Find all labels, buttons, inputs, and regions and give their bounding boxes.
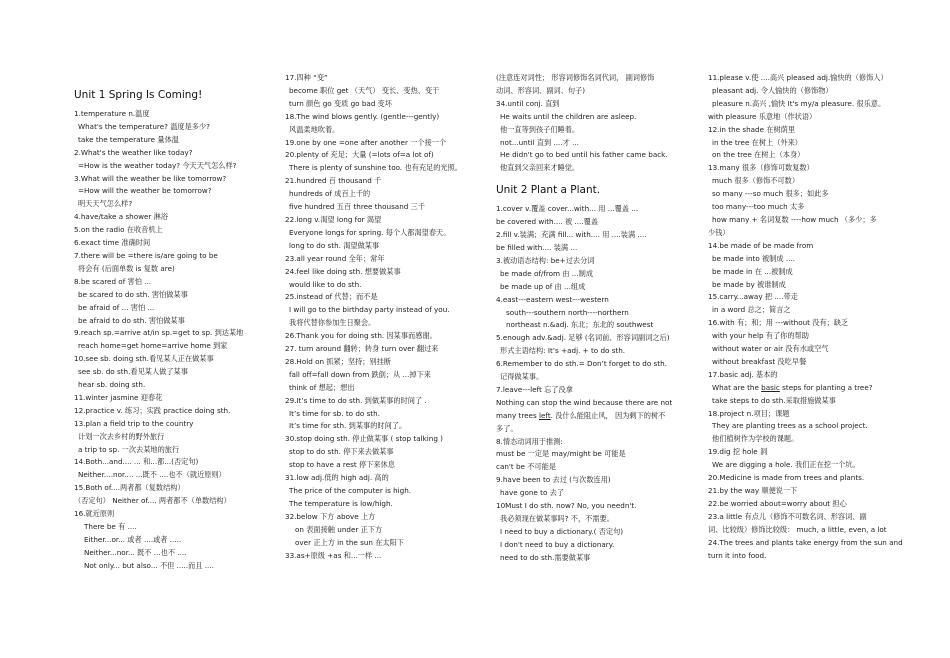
text-line: 11.please v.使 ....高兴 pleased adj.愉快的（修饰人） <box>708 73 888 82</box>
unit-1-title: Unit 1 Spring Is Coming! <box>74 89 203 101</box>
text-line: a trip to sp. 一次去某地的旅行 <box>78 444 180 454</box>
text-line: be made by 被谁制成 <box>712 279 786 289</box>
text-line: What are the basic steps for planting a tree? <box>712 382 873 392</box>
text-line: take the temperature 量体温 <box>78 134 179 144</box>
text-line: be filled with.... 装满 ... <box>496 242 578 252</box>
text-line: 21.hundred 百 thousand 千 <box>285 176 382 186</box>
text-line: 19.dig 挖 hole 洞 <box>708 447 768 457</box>
text-line: five hundred 五百 three thousand 三千 <box>289 202 425 212</box>
text-line: 28.Hold on 抓紧；坚持；别挂断 <box>285 356 392 366</box>
column-1 <box>74 88 279 573</box>
column-1-lines <box>74 108 279 573</box>
text-line: We are digging a hole. 我们正在挖一个坑。 <box>712 460 860 470</box>
text-line: in the tree 在树上（外来） <box>712 137 802 147</box>
text-line: south---southern north----northern <box>506 307 629 317</box>
text-line: be afraid to do sth. 害怕做某事 <box>78 315 185 325</box>
text-line: stop to do sth. 停下来去做某事 <box>289 447 394 457</box>
text-line: 1.cover v.覆盖 cover...with... 用 ...覆盖 ... <box>496 204 639 214</box>
text-line: 23.all year round 全年；常年 <box>285 253 385 263</box>
text-line: 6.Remember to do sth.= Don’t forget to do sth. <box>496 359 667 369</box>
text-line: become 职位 get （天气） 变长、变热、变干 <box>289 85 440 95</box>
text-line: 14.Both...and.... ... 和...都...(否定句) <box>74 457 199 467</box>
text-line: 9.reach sp.=arrive at/in sp.=get to sp. 到达某地 <box>74 328 244 338</box>
text-line: 词、比较级）修饰比较级： much, a little, even, a lot <box>708 524 887 534</box>
column-4-lines <box>708 72 913 562</box>
text-line: It’s time for sth. 到某事的时间了。 <box>289 421 407 431</box>
text-line: 14.be made of be made from <box>708 240 814 250</box>
text-line: 8.情态动词用于推测: <box>496 436 563 446</box>
text-line: turn 颜色 go 变质 go bad 变坏 <box>289 98 393 108</box>
text-line: so many ---so much 很多；如此多 <box>712 189 829 199</box>
text-line: pleasant adj. 令人愉快的（修饰物） <box>712 85 833 95</box>
text-line: be afraid of ... 害怕 ... <box>78 302 155 312</box>
text-line: 15.Both of....两者都（复数结构） <box>74 483 185 493</box>
text-line: 动词、形容词、副词、句子) <box>496 85 586 95</box>
text-line: 11.winter jasmine 迎春花 <box>74 392 163 402</box>
text-line: It’s time for sb. to do sth. <box>289 408 380 418</box>
text-line: 20.plenty of 充足；大量 (=lots of=a lot of) <box>285 150 434 160</box>
text-line: 27. turn around 翻转；转身 turn over 翻过来 <box>285 344 439 354</box>
text-line: too many---too much 太多 <box>712 202 805 212</box>
text-line: need to do sth.需要做某事 <box>500 552 591 562</box>
text-line: over 正上方 in the sun 在太阳下 <box>295 537 404 547</box>
text-line: on 表面接触 under 正下方 <box>295 524 383 534</box>
text-line: 30.stop doing sth. 停止做某事 ( stop talking ) <box>285 434 443 444</box>
text-line: 少钱） <box>708 227 730 237</box>
text-line: 7.there will be =there is/are going to be <box>74 250 218 260</box>
text-line: take steps to do sth.采取措施做某事 <box>712 395 836 405</box>
text-line: much 很多（修饰不可数） <box>712 176 800 186</box>
text-line: 16.with 有；和；用 ---without 没有；缺乏 <box>708 318 849 328</box>
text-line: see sb. do sth.看见某人做了某事 <box>78 367 188 377</box>
text-line: reach home=get home=arrive home 到家 <box>78 341 228 351</box>
text-line: 计划一次去乡村的野外旅行 <box>78 431 165 441</box>
text-line: 我将代替你参加生日聚会。 <box>289 318 376 328</box>
text-line: 8.be scared of 害怕 ... <box>74 276 152 286</box>
text-line: 26.Thank you for doing sth. 因某事而感谢。 <box>285 331 437 341</box>
text-line: 22.be worried about=worry about 担心 <box>708 498 847 508</box>
text-line: 16.就近原则 <box>74 509 115 519</box>
column-4 <box>708 72 913 562</box>
column-2-lines <box>285 72 490 562</box>
text-line: =How is the weather today? 今天天气怎么样? <box>78 160 237 170</box>
text-line: 25.instead of 代替；而不是 <box>285 292 378 302</box>
column-3-lines <box>496 203 701 564</box>
text-line: with your help 有了你的帮助 <box>712 331 809 341</box>
text-line: in a word 总之；简言之 <box>712 305 791 315</box>
text-line: 形式主语结构: It’s +adj. + to do sth. <box>500 346 626 356</box>
text-line: He didn't go to bed until his father came back. <box>500 150 668 160</box>
text-line: would like to do sth. <box>289 279 362 289</box>
text-line: 32.below 下方 above 上方 <box>285 511 376 521</box>
text-line: pleasure n.高兴 ,愉快 It's my/a pleasure. 很乐意。 <box>712 98 886 108</box>
text-line: 他们植树作为学校的课题。 <box>712 434 799 444</box>
text-line: Neither...nor... 既不 ...也不 .... <box>84 547 187 557</box>
text-line: 33.as+原级 +as 和...一样 ... <box>285 550 382 560</box>
column-3 <box>496 72 701 565</box>
text-line: I will go to the birthday party instead of you. <box>289 305 450 315</box>
text-line: (注意连对词性； 形容词修饰名词代词， 副词修饰 <box>496 73 655 82</box>
text-line: 9.have been to 去过 (与次数连用) <box>496 475 611 485</box>
text-line: 5.enough adv.&adj. 足够 (名词前、形容词副词之后) <box>496 333 670 343</box>
text-line: 2.What's the weather like today? <box>74 147 193 157</box>
text-line: with pleasure 乐意地（作状语） <box>708 111 817 121</box>
text-line: 他直到父亲回来才睡觉。 <box>500 163 580 173</box>
text-line: must be 一定是 may/might be 可能是 <box>496 449 626 459</box>
text-line: Not only... but also... 不但 .....而且 .... <box>84 560 214 570</box>
text-line: 13.many 很多（修饰可数复数） <box>708 163 814 173</box>
text-line: be scared to do sth. 害怕做某事 <box>78 289 188 299</box>
text-line: 15.carry...away 把 ....带走 <box>708 292 798 302</box>
text-line: 12.in the shade 在树荫里 <box>708 124 796 134</box>
text-line: on the tree 在树上（本身） <box>712 150 805 160</box>
text-line: think of 想起；想出 <box>289 382 355 392</box>
text-line: many trees left. 没什么能阻止风， 因为剩下的树不 <box>496 410 666 420</box>
text-line: 21.by the way 顺便说一下 <box>708 486 798 495</box>
text-line: Nothing can stop the wind because there are not <box>496 397 673 407</box>
text-line: They are planting trees as a school project. <box>712 421 868 431</box>
text-line: 他一直等到孩子们睡着。 <box>500 124 580 134</box>
text-line: Everyone longs for spring. 每个人都渴望春天。 <box>289 227 451 237</box>
text-line: not...until 直到 ....才 ... <box>500 137 579 147</box>
column-2 <box>285 72 490 562</box>
text-line: Neither....nor.... ...既不 ....也不（就近原则） <box>78 470 226 480</box>
text-line: 3.被动语态结构: be+过去分词 <box>496 255 595 265</box>
text-line: There be 有 .... <box>84 522 137 531</box>
text-line: 6.exact time 准确时间 <box>74 238 151 248</box>
text-line: hundreds of 成百上千的 <box>289 189 371 199</box>
text-line: 23.a little 有点儿（修饰不可数名词、形容词、副 <box>708 511 867 521</box>
text-line: 18.The wind blows gently. (gentle---gently) <box>285 111 440 121</box>
column-3-top-lines <box>496 72 701 175</box>
text-line: can't be 不可能是 <box>496 462 557 472</box>
text-line: 4.have/take a shower 淋浴 <box>74 212 169 222</box>
unit-2-title: Unit 2 Plant a Plant. <box>496 184 601 197</box>
text-line: fall off=fall down from 跌倒；从 ...掉下来 <box>289 369 431 379</box>
text-line: I need to buy a dictionary.( 否定句) <box>500 526 624 536</box>
text-line: have gone to 去了 <box>500 488 565 498</box>
text-line: be made in 在 ...被制成 <box>712 266 793 276</box>
text-line: hear sb. doing sth. <box>78 380 146 390</box>
text-line: =How will the weather be tomorrow? <box>78 186 212 196</box>
text-line: I don't need to buy a dictionary. <box>500 539 615 549</box>
text-line: There is plenty of sunshine too. 也有充足的光照。 <box>289 163 462 173</box>
text-line: 3.What will the weather be like tomorrow? <box>74 173 227 183</box>
text-line: be made up of 由 ...组成 <box>500 281 586 291</box>
text-line: without breakfast 没吃早餐 <box>712 356 807 366</box>
text-line: 多了。 <box>496 423 518 433</box>
text-line: 5.on the radio 在收音机上 <box>74 225 163 235</box>
text-line: be made into 被制成 .... <box>712 253 795 263</box>
text-line: 19.one by one =one after another 一个接一个 <box>285 137 447 147</box>
text-line: without water or air 没有水或空气 <box>712 344 829 354</box>
text-line: 17.basic adj. 基本的 <box>708 369 778 379</box>
text-line: 10Must I do sth. now? No, you needn't. <box>496 501 637 511</box>
text-line: 10.see sb. doing sth.看见某人正在做某事 <box>74 354 214 364</box>
text-line: 20.Medicine is made from trees and plants. <box>708 473 865 483</box>
text-line: 7.leave---left 忘了没拿 <box>496 384 573 394</box>
text-line: 29.It’s time to do sth. 到做某事的时间了 . <box>285 395 427 405</box>
text-line: 明天天气怎么样? <box>78 199 133 209</box>
text-line: （否定句） Neither of.... 两者都不（单数结构） <box>74 496 231 506</box>
text-line: 31.low adj.低的 high adj. 高的 <box>285 473 389 483</box>
text-line: 风温柔地吹着。 <box>289 124 340 134</box>
text-line: 18.project n.项目；课题 <box>708 408 790 418</box>
text-line: be made of/from 由 ...制成 <box>500 268 594 278</box>
text-line: 24.feel like doing sth. 想要做某事 <box>285 266 401 276</box>
text-line: northeast n.&adj. 东北；东北的 southwest <box>506 320 654 330</box>
text-line: 将会有 (后面单数 is 复数 are) <box>78 263 175 273</box>
text-line: 13.plan a field trip to the country <box>74 418 194 428</box>
text-line: be covered with.... 被 ....覆盖 <box>496 217 599 227</box>
text-line: 1.temperature n.温度 <box>74 109 150 118</box>
text-line: 17.四种 “变” <box>285 73 328 82</box>
text-line: Either...or... 或者 ....或者 ..... <box>84 534 182 544</box>
text-line: The temperature is low/high. <box>289 498 393 508</box>
text-line: The price of the computer is high. <box>289 486 412 495</box>
text-line: 2.fill v.装满；充满 fill... with.... 用 ....装满 .... <box>496 230 647 240</box>
text-line: 24.The trees and plants take energy from the sun and <box>708 537 903 547</box>
text-line: 34.until conj. 直到 <box>496 98 560 108</box>
text-line: how many + 名词复数 ----how much （多少；多 <box>712 214 877 224</box>
text-line: long to do sth. 渴望做某事 <box>289 240 380 250</box>
text-line: 4.east---eastern west---western <box>496 294 609 304</box>
text-line: turn it into food. <box>708 550 767 560</box>
text-line: stop to have a rest 停下来休息 <box>289 460 395 470</box>
text-line: 记得做某事。 <box>500 372 544 382</box>
text-line: He waits until the children are asleep. <box>500 111 637 121</box>
text-line: 12.practice v. 练习；实践 practice doing sth. <box>74 405 231 415</box>
text-line: What's the temperature? 温度是多少? <box>78 121 211 131</box>
text-line: 我必须现在做某事吗? 不，不需要。 <box>500 514 614 523</box>
text-line: 22.long v.渴望 long for 渴望 <box>285 214 382 224</box>
